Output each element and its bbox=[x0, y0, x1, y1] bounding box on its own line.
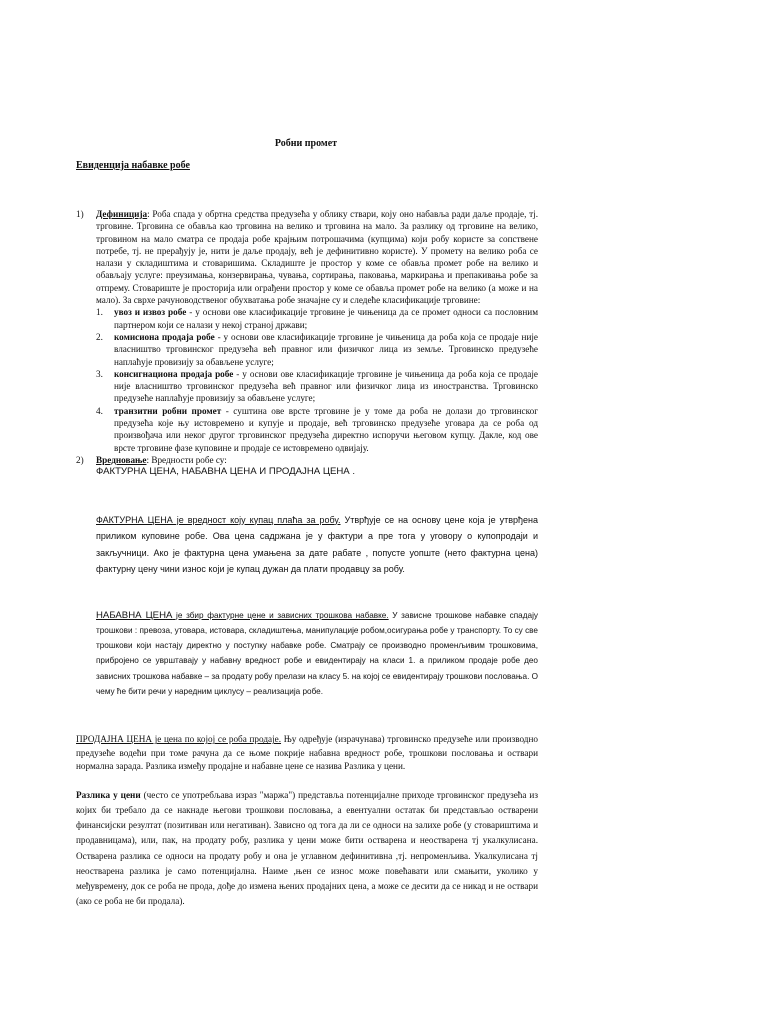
section-number: 2) bbox=[76, 454, 84, 465]
section-number: 1) bbox=[76, 209, 84, 219]
purchase-price-lead-rest: је збир фактурне цене и зависних трошкова набавке. bbox=[172, 610, 389, 620]
list-item bbox=[76, 368, 538, 405]
sales-price-paragraph bbox=[76, 733, 538, 774]
list-item bbox=[76, 405, 538, 454]
section-text: : Роба спада у обртна средства предузећа у облику ствари, коју оно набавља ради даље продаје, тј. трговине. Трговина се обавља као трговина на велико и трговина на мало. За разлику од трговине на велико, трговином на мало сматра се продаја робе крајњим потрошачима (купцима) који робу користе за сопствене потребе, тј. не прерађују је, нити је даље продају, већ је дефинитивно користе). У промету на велико роба се налази у складиштима и стоваришима. Складиште је простор у коме се обавља промет робе на велико и обављају услуге: преузимања, конзервирања, чувања, сортирања, паковања, маркирања и препакивања робе за отпрему. Стовариште је просторија или ограђени простор у коме се обавља промет робе на велико (а може и на мало). За сврхе рачуноводственог обухватања робе значајне су и следеће класификације трговине: bbox=[96, 209, 538, 306]
section-valuation bbox=[76, 454, 538, 466]
list-item-text: - у основи ове класификације трговине је чињеница да се промет односи са пословним партнером који се налази у некој страној држави; bbox=[114, 307, 539, 330]
section-text: : Вредности робе су: bbox=[146, 454, 227, 465]
purchase-price-text: У зависне трошкове набавке спадају трошкови : превоза, утовара, истовара, складиштења, манипулације робом,осигурања робе у транспорту. То су све трошкови који настају директно у поступку набавке робе. Сматрају се производно променљивим трошковима, прибројено се уврштавају у набавну вредност робе и евидентирају на класи 1. а приликом продаје робе део зависних трошкова набавке – за продату робу прелази на класу 5. на којој се евидентирају трошкови пословања. О чему ће бити речи у наредним циклусу – реализација робе. bbox=[96, 610, 538, 697]
invoice-price-text: Утврђује се на основу цене која је утврђена приликом куповине робе. Ова цена садржана је у фактури а пре тога у уговору о купопродаји и закључници. Ако је фактурна цена умањена за дате рабате , попусте уопште (нето фактурна цена) фактурну цену чини износ који је купац дужан да плати продавцу за робу. bbox=[96, 514, 539, 575]
list-item bbox=[76, 331, 538, 368]
invoice-price-paragraph bbox=[76, 512, 538, 578]
invoice-price-lead: ФАКТУРНА ЦЕНА је вредност коју купац плаћа за робу. bbox=[96, 514, 341, 525]
list-item-term: увоз и извоз робе bbox=[114, 307, 187, 318]
section-term: Дефиниција bbox=[96, 209, 148, 219]
document-body bbox=[76, 208, 538, 909]
list-item-term: комисиона продаја робе bbox=[114, 331, 215, 342]
list-item-text: - у основи ове класификације трговине је чињеница да роба која се продаје није власништво трговинског предузећа већ правног или физичког лица из земље. Трговинско предузеће наплаћује провизију за обављене услуге; bbox=[114, 331, 538, 367]
list-item-term: консигнациона продаја робе bbox=[114, 368, 234, 379]
document-subtitle: Евиденција набавке робе bbox=[76, 160, 190, 171]
price-types-heading: ФАКТУРНА ЦЕНА, НАБАВНА ЦЕНА И ПРОДАЈНА ЦЕНА . bbox=[96, 466, 355, 478]
purchase-price-lead: НАБАВНА ЦЕНА bbox=[96, 609, 173, 621]
price-difference-text: (често се употребљава израз "маржа") представља потенцијалне приходе трговинског предузећа из којих би требало да се накнаде његови трошкови пословања, а евентуални остатак би представљао остварени финансијски резултат (позитиван или негативан). Зависно од тога да ли се односи на залихе робе (у стовариштима и продавницама), или, пак, на продату робу, разлика у цени може бити остварена и неостварена тј укалкулисана. Остварена разлика се односи на продату робу и она је углавном дефинитивна ,тј. непроменљива. Укалкулисана тј неостварена разлика је само потенцијална. Наиме ,њен се износ може повећавати или смањити, уколико у међувремену, док се роба не прода, дође до измена њених продајних цена, а може се десити да се никад и не оствари (ако се роба не би продала). bbox=[76, 789, 538, 907]
document-title: Робни промет bbox=[274, 138, 338, 149]
list-item bbox=[76, 306, 538, 331]
price-difference-term: Разлика у цени bbox=[76, 789, 141, 800]
list-item-term: транзитни робни промет bbox=[114, 405, 222, 416]
price-difference-paragraph bbox=[76, 788, 538, 910]
list-item-number: 1. bbox=[96, 307, 103, 318]
list-item-text: - у основи ове класификације трговине је чињеница да роба која се продаје није власништво трговинског предузећа већ правног или физичког лица из иностранства. Трговинско предузеће наплаћује провизију за обављене услуге; bbox=[114, 368, 538, 404]
list-item-number: 3. bbox=[96, 368, 103, 379]
purchase-price-paragraph bbox=[76, 608, 538, 700]
section-term: Вредновање bbox=[96, 454, 147, 465]
section-definition bbox=[76, 208, 538, 306]
list-item-text: - суштина ове врсте трговине је у томе да роба не долази до трговинског предузећа које њу истовремено и купује и продаје, већ трговинско предузеће уговара да се роба од произвођача или неког другог трговинског предузећа директно испоручи његовом купцу. Дакле, код ове врсте трговине фазе куповине и продаје се истовремено одвијају. bbox=[114, 405, 538, 453]
sales-price-lead: ПРОДАЈНА ЦЕНА је цена по којој се роба продаје. bbox=[76, 734, 282, 745]
sales-price-text: Њу одређује (израчунава) трговинско предузеће или производно предузеће водећи при томе рачуна да се њоме покрије набавна вредност робе, трошкови пословања и оствари нормална зарада. Разлика између продајне и набавне цене се назива Разлика у цени. bbox=[76, 734, 538, 772]
list-item-number: 2. bbox=[96, 331, 103, 342]
list-item-number: 4. bbox=[96, 405, 103, 416]
